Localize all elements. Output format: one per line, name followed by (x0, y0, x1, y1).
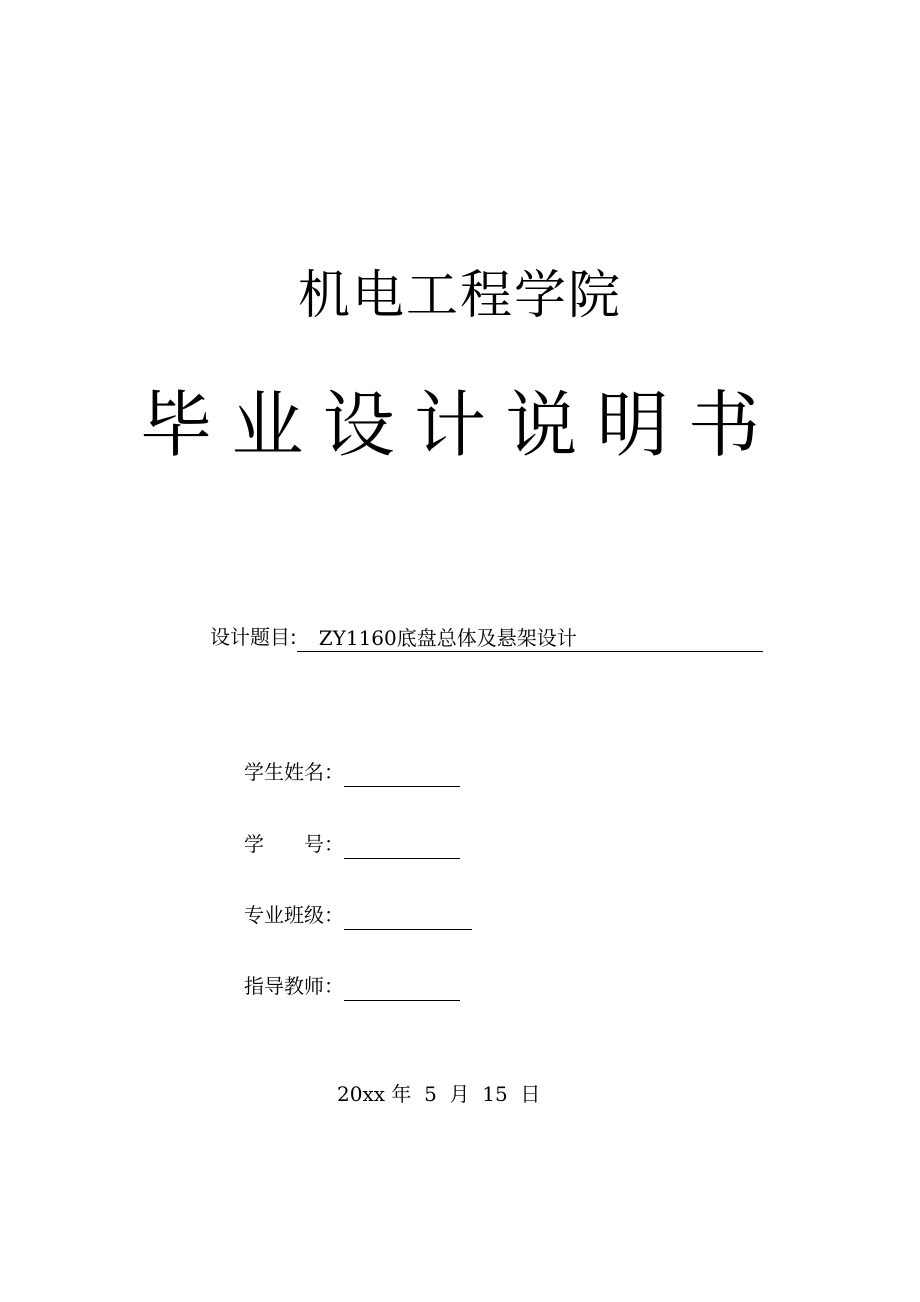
title-char: 说 (505, 383, 578, 467)
advisor-label: 指导教师： (244, 974, 344, 998)
student-id-row (244, 829, 460, 859)
advisor-row (244, 971, 460, 1001)
title-char: 设 (322, 383, 395, 467)
design-topic-row (210, 622, 763, 652)
student-name-label: 学生姓名： (244, 760, 344, 784)
title-char: 书 (687, 383, 760, 467)
student-name-row (244, 757, 460, 787)
student-id-label: 学 号： (244, 832, 344, 856)
major-class-row (244, 900, 472, 930)
design-topic-value: ZY1160底盘总体及悬架设计 (297, 625, 763, 652)
advisor-blank (344, 976, 460, 1001)
student-name-blank (344, 762, 460, 787)
design-topic-label: 设计题目: (210, 625, 297, 649)
title-char: 业 (231, 383, 304, 467)
student-id-blank (344, 834, 460, 859)
title-char: 明 (596, 383, 669, 467)
document-title (140, 383, 760, 467)
major-class-label: 专业班级： (244, 903, 344, 927)
college-name: 机电工程学院 (297, 266, 622, 326)
submission-date: 20xx 年 5 月 15 日 (337, 1082, 541, 1106)
title-char: 毕 (140, 383, 213, 467)
title-char: 计 (413, 383, 486, 467)
major-class-blank (344, 905, 472, 930)
